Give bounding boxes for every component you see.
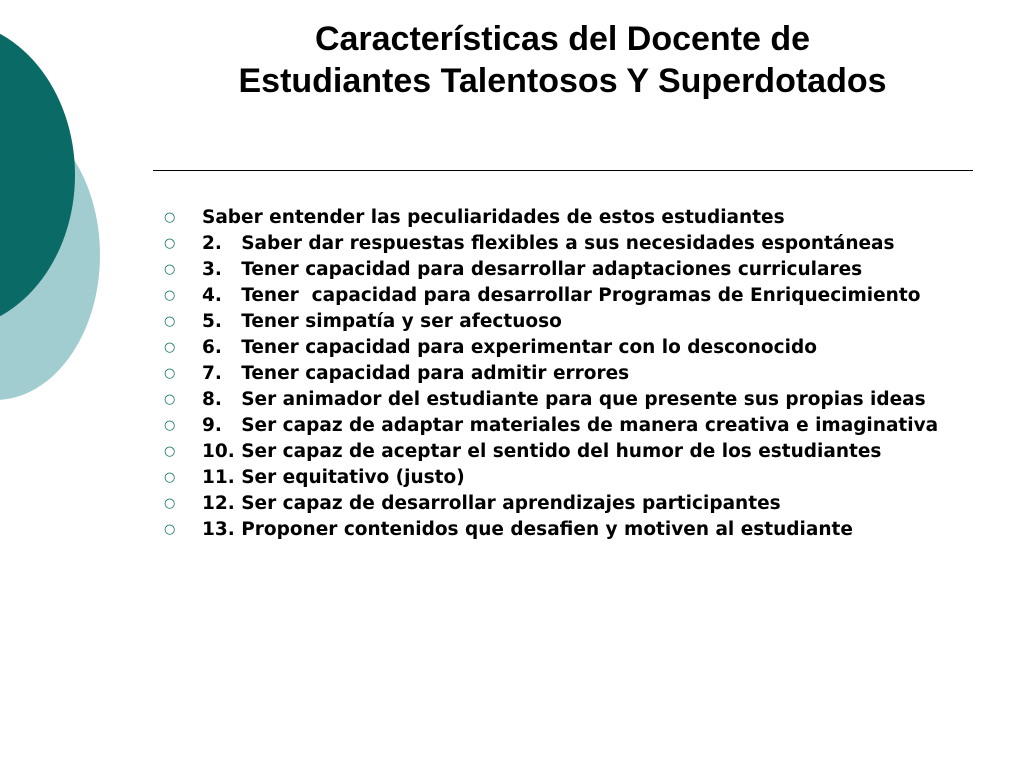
list-item: [162, 285, 972, 306]
list-item: [162, 389, 972, 410]
bullet-circle-icon: ○: [164, 340, 176, 355]
bullet-circle-icon: ○: [164, 210, 176, 225]
bullet-circle-icon: ○: [164, 496, 176, 511]
list-item: [162, 259, 972, 280]
characteristics-list: [162, 207, 972, 545]
bullet-circle-icon: ○: [164, 418, 176, 433]
list-item: [162, 493, 972, 514]
list-item-text: 4. Tener capacidad para desarrollar Programas de Enriquecimiento: [202, 285, 921, 306]
list-item: [162, 519, 972, 540]
list-item-text: 11. Ser equitativo (justo): [202, 467, 465, 488]
list-item: [162, 311, 972, 332]
list-item-text: 2. Saber dar respuestas flexibles a sus necesidades espontáneas: [202, 233, 895, 254]
list-item: [162, 467, 972, 488]
bullet-circle-icon: ○: [164, 236, 176, 251]
list-item: [162, 233, 972, 254]
bullet-circle-icon: ○: [164, 262, 176, 277]
list-item-text: 8. Ser animador del estudiante para que presente sus propias ideas: [202, 389, 926, 410]
list-item: [162, 207, 972, 228]
title-divider: [153, 170, 973, 171]
list-item: [162, 363, 972, 384]
list-item-text: 7. Tener capacidad para admitir errores: [202, 363, 630, 384]
bullet-circle-icon: ○: [164, 314, 176, 329]
list-item-text: Saber entender las peculiaridades de estos estudiantes: [202, 207, 785, 228]
slide-title: [150, 18, 975, 102]
list-item-text: 6. Tener capacidad para experimentar con lo desconocido: [202, 337, 817, 358]
list-item: [162, 441, 972, 462]
bullet-circle-icon: ○: [164, 470, 176, 485]
slide-title-line-2: Estudiantes Talentosos Y Superdotados: [238, 62, 887, 100]
bullet-circle-icon: ○: [164, 392, 176, 407]
bullet-circle-icon: ○: [164, 444, 176, 459]
bullet-circle-icon: ○: [164, 288, 176, 303]
list-item-text: 12. Ser capaz de desarrollar aprendizajes participantes: [202, 493, 781, 514]
list-item-text: 10. Ser capaz de aceptar el sentido del humor de los estudiantes: [202, 441, 882, 462]
list-item-text: 5. Tener simpatía y ser afectuoso: [202, 311, 562, 332]
list-item: [162, 337, 972, 358]
bullet-circle-icon: ○: [164, 366, 176, 381]
list-item-text: 9. Ser capaz de adaptar materiales de manera creativa e imaginativa: [202, 415, 939, 436]
list-item-text: 13. Proponer contenidos que desafien y motiven al estudiante: [202, 519, 853, 540]
list-item-text: 3. Tener capacidad para desarrollar adaptaciones curriculares: [202, 259, 863, 280]
list-item: [162, 415, 972, 436]
slide-title-line-1: Características del Docente de: [314, 20, 811, 58]
bullet-circle-icon: ○: [164, 522, 176, 537]
